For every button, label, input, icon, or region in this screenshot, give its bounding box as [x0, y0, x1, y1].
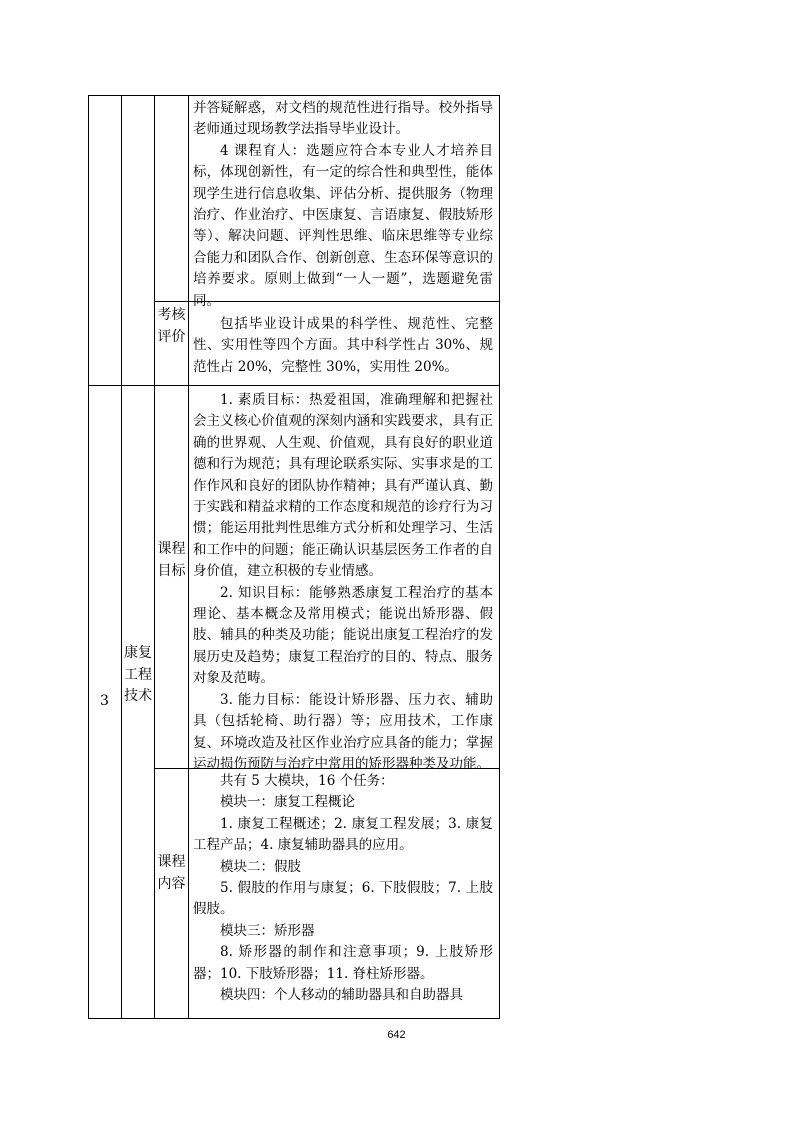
- prev-row-content: [193, 98, 493, 312]
- assessment-text: [193, 314, 493, 378]
- assessment-label: 考核评价: [157, 307, 186, 345]
- table-border-top: [88, 95, 500, 96]
- content-paragraph: 5. 假肢的作用与康复；6. 下肢假肢；7. 上肢假肢。: [193, 880, 493, 918]
- objectives-paragraph: 1. 素质目标：热爱祖国，准确理解和把握社会主义核心价值观的深刻内涵和实践要求，具有正确的世界观、人生观、价值观，具有良好的职业道德和行为规范；具有理论联系实际、实事求是的工作作风和良好的团队协作精神；具有严谨认真、勤于实践和精益求精的工作态度和规范的诊疗行为习惯；能运用批判性思维方式分析和处理学习、生活和工作中的问题；能正确认识基层医务工作者的自身价值，建立积极的专业情感。: [193, 392, 493, 580]
- content-paragraph: 1. 康复工程概述；2. 康复工程发展；3. 康复工程产品；4. 康复辅助器具的应用。: [193, 815, 493, 854]
- page-number: 642: [387, 1029, 406, 1041]
- table-border-bottom: [88, 1018, 500, 1019]
- course-table: [88, 95, 500, 1019]
- table-border-right: [499, 95, 500, 1019]
- content-paragraph: 共有 5 大模块，16 个任务：: [220, 773, 394, 789]
- content-paragraph: 8. 矫形器的制作和注意事项；9. 上肢矫形器；10. 下肢矫形器；11. 脊柱矫形器。: [193, 944, 493, 982]
- content-label: 课程内容: [157, 854, 186, 892]
- course-name: 康复工程技术: [124, 645, 152, 705]
- assessment-paragraph: 包括毕业设计成果的科学性、规范性、完整性、实用性等四个方面。其中科学性占 30%、规范性占 20%，完整性 30%，实用性 20%。: [193, 316, 493, 375]
- content-paragraph: 模块四：个人移动的辅助器具和自助器具: [220, 987, 463, 1004]
- content-text: [193, 771, 493, 1006]
- content-paragraph: 模块二：假肢: [220, 858, 301, 875]
- objectives-paragraph: 3. 能力目标：能设计矫形器、压力衣、辅助具（包括轮椅、助行器）等；应用技术，工作康复、环境改造及社区作业治疗应具备的能力；掌握运动损伤预防与治疗中常用的矫形器种类及功能。: [193, 691, 493, 772]
- objectives-content: [193, 390, 493, 775]
- objectives-label: 课程目标: [157, 541, 186, 579]
- prev-row-paragraph: 并答疑解惑，对文档的规范性进行指导。校外指导老师通过现场教学法指导毕业设计。: [193, 100, 493, 138]
- content-paragraph: 模块三：矫形器: [220, 922, 315, 939]
- table-border-left: [88, 95, 89, 1019]
- table-col-divider-3: [188, 95, 189, 1019]
- row-number: 3: [100, 693, 109, 709]
- row-divider-course: [88, 385, 500, 386]
- content-paragraph: 模块一：康复工程概论: [220, 794, 355, 811]
- objectives-paragraph: 2. 知识目标：能够熟悉康复工程治疗的基本理论、基本概念及常用模式；能说出矫形器、假肢、辅具的种类及功能；能说出康复工程治疗的发展历史及趋势；康复工程治疗的目的、特点、服务对象及范畴。: [193, 584, 493, 687]
- table-col-divider-1: [121, 95, 122, 1019]
- prev-row-paragraph: 4 课程育人：选题应符合本专业人才培养目标，体现创新性，有一定的综合性和典型性，能体现学生进行信息收集、评估分析、提供服务（物理治疗、作业治疗、中医康复、言语康复、假肢矫形等）、解决问题、评判性思维、临床思维等专业综合能力和团队合作、创新创意、生态环保等意识的培养要求。原则上做到“一人一题”，选题避免雷同。: [193, 142, 493, 309]
